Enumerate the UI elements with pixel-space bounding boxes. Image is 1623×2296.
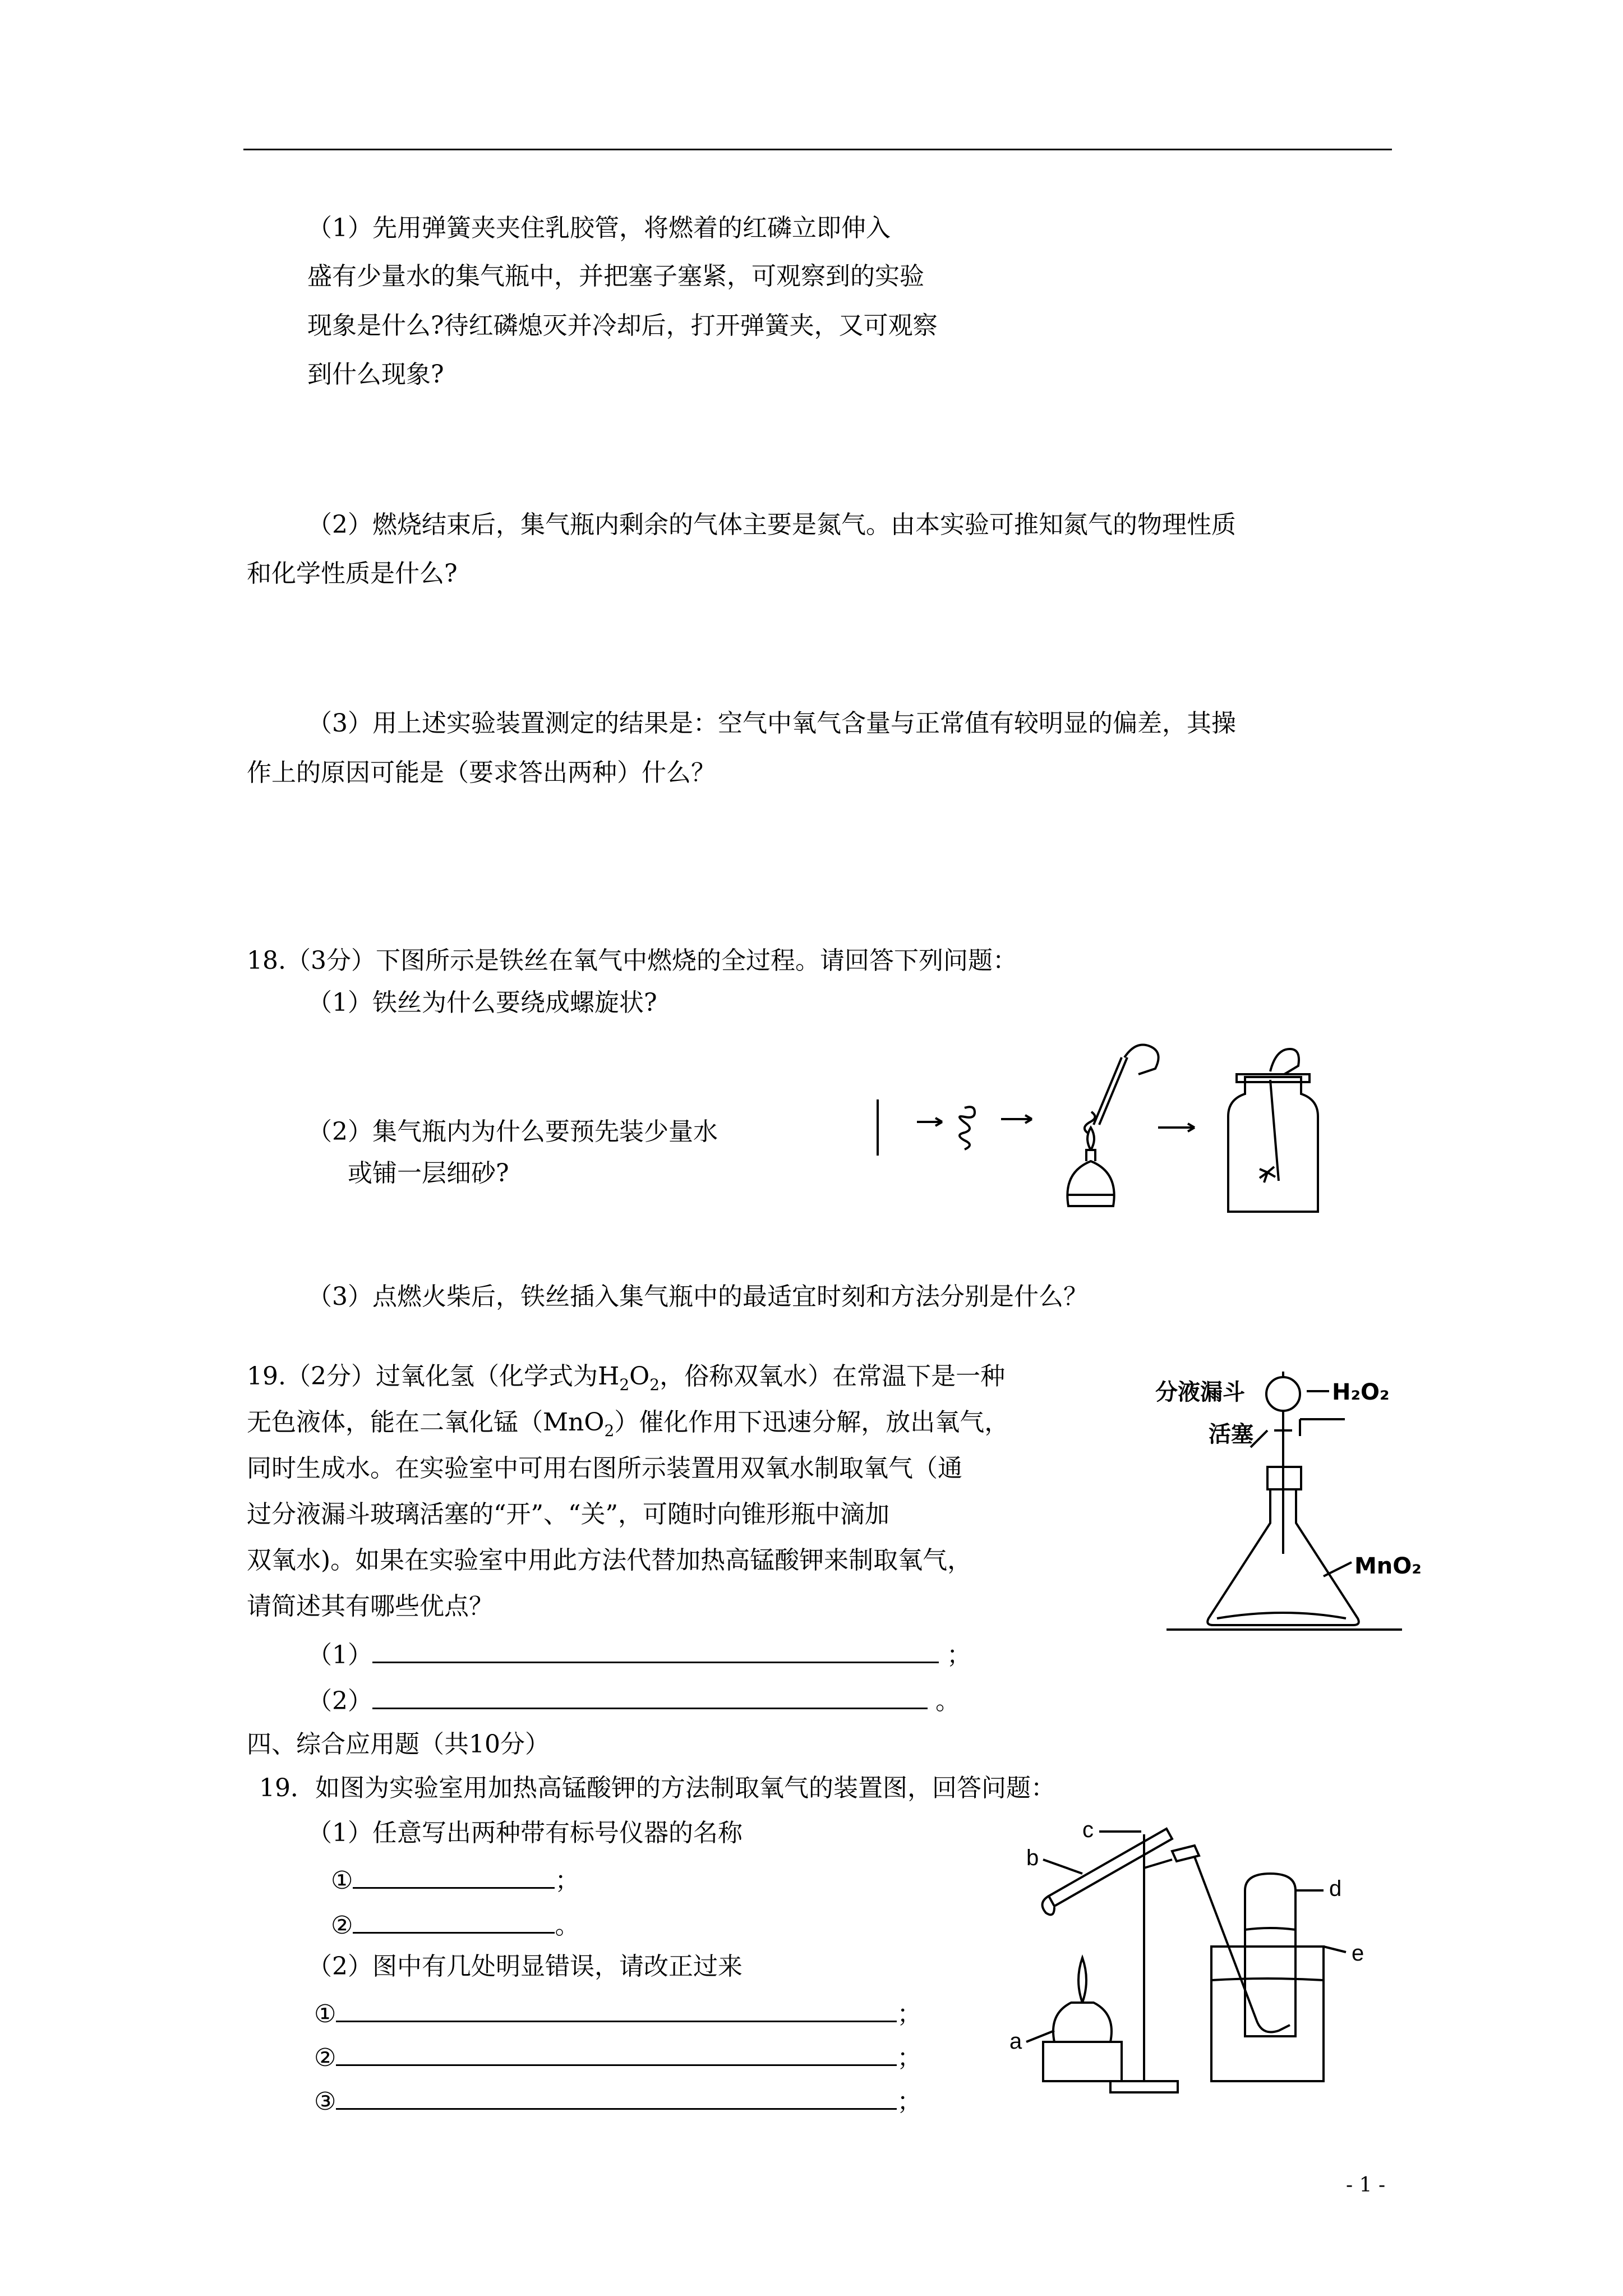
- q19b-error-1: ① ；: [314, 1996, 921, 2030]
- error-blank-2[interactable]: [336, 2040, 897, 2066]
- water-trough: [1211, 1947, 1324, 2081]
- wire-in-bottle: [1270, 1080, 1279, 1181]
- label-c: c: [1082, 1818, 1094, 1842]
- error-blank-3[interactable]: [336, 2083, 897, 2110]
- q18-sub1: （1）铁丝为什么要绕成螺旋状?: [307, 988, 657, 1017]
- mno2-layer: [1217, 1613, 1346, 1618]
- stopcock-label: 活塞: [1209, 1421, 1253, 1447]
- funnel-bulb: [1266, 1377, 1300, 1411]
- q18-sub2-line2: 或铺一层细砂?: [348, 1159, 509, 1188]
- lamp-block: [1043, 2042, 1122, 2081]
- h2o2-label: H₂O₂: [1332, 1379, 1390, 1405]
- error-blank-1[interactable]: [336, 1996, 897, 2022]
- q17-p2-line2: 和化学性质是什么?: [247, 559, 458, 588]
- q19b-error-3: ③ ；: [314, 2083, 921, 2118]
- outlet-tube: [1300, 1419, 1345, 1436]
- tongs: [1094, 1057, 1127, 1125]
- q18-title: 18.（3分）下图所示是铁丝在氧气中燃烧的全过程。请回答下列问题：: [247, 946, 1017, 975]
- h2o2-apparatus-figure: [1155, 1363, 1422, 1644]
- alcohol-lamp: [1053, 2003, 1112, 2042]
- q19b-sub1: （1）任意写出两种带有标号仪器的名称: [307, 1819, 743, 1847]
- q19b-title: 19．如图为实验室用加热高锰酸钾的方法制取氧气的装置图，回答问题：: [259, 1774, 1055, 1802]
- o2-subscript: 2: [649, 1375, 660, 1394]
- q19b-name-2: ② 。: [331, 1907, 579, 1941]
- q19a-line2: 无色液体，能在二氧化锰（MnO$_2$）催化作用下迅速分解，放出氧气，: [247, 1408, 1009, 1440]
- label-e: e: [1352, 1941, 1364, 1966]
- q18-sub3: （3）点燃火柴后，铁丝插入集气瓶中的最适宜时刻和方法分别是什么？: [307, 1282, 1088, 1311]
- spiral-wire: [960, 1107, 975, 1149]
- lamp-flame: [1078, 1958, 1086, 2003]
- answer-blank-2[interactable]: [372, 1683, 928, 1709]
- q19b-sub2: （2）图中有几处明显错误，请改正过来: [307, 1952, 743, 1981]
- funnel-label: 分液漏斗: [1155, 1379, 1245, 1405]
- q19a-line6: 请简述其有哪些优点？: [247, 1592, 494, 1621]
- q18-sub2-line1: （2）集气瓶内为什么要预先装少量水: [307, 1117, 718, 1146]
- q19b-name-1: ① ；: [331, 1862, 579, 1897]
- answer-blank-1[interactable]: [372, 1637, 939, 1663]
- q17-p2-line1: （2）燃烧结束后，集气瓶内剩余的气体主要是氮气。由本实验可推知氮气的物理性质: [307, 510, 1236, 539]
- q17-p1-line4: 到什么现象?: [307, 360, 444, 389]
- hand-1: [1124, 1045, 1159, 1075]
- q17-p1-line3: 现象是什么?待红磷熄灭并冷却后，打开弹簧夹，又可观察: [307, 311, 938, 340]
- iron-burning-figure: [864, 1010, 1396, 1223]
- q19a-line4: 过分液漏斗玻璃活塞的“开”、“关”，可随时向锥形瓶中滴加: [247, 1500, 889, 1529]
- page-number: - 1 -: [1346, 2174, 1386, 2197]
- mno2-subscript: 2: [604, 1421, 615, 1440]
- label-a: a: [1009, 2029, 1022, 2054]
- mno2-label: MnO₂: [1354, 1553, 1422, 1579]
- q19a-answer-2: （2） 。: [307, 1683, 960, 1717]
- q19a-line1: 19.（2分）过氧化氢（化学式为$H_2O_2$，俗称双氧水）在常温下是一种: [247, 1362, 1006, 1394]
- label-d: d: [1329, 1876, 1342, 1901]
- q17-p1-line2: 盛有少量水的集气瓶中，并把塞子塞紧，可观察到的实验: [307, 262, 924, 291]
- alcohol-lamp: [1067, 1161, 1114, 1206]
- q19a-answer-1: （1） ；: [307, 1637, 971, 1671]
- h2-subscript: 2: [619, 1375, 630, 1394]
- q19a-line3: 同时生成水。在实验室中可用右图所示装置用双氧水制取氧气（通: [247, 1454, 962, 1483]
- q19a-line5: 双氧水)。如果在实验室中用此方法代替加热高锰酸钾来制取氧气，: [247, 1546, 972, 1575]
- q19b-error-2: ② ；: [314, 2040, 921, 2074]
- name-blank-2[interactable]: [353, 1907, 555, 1934]
- kmno4-apparatus-figure: [1009, 1818, 1402, 2120]
- clamp: [1144, 1860, 1172, 1868]
- delivery-tube: [1195, 1857, 1290, 2032]
- section-4-title: 四、综合应用题（共10分）: [247, 1730, 550, 1759]
- lamp-flame: [1087, 1128, 1094, 1150]
- hand-2: [1270, 1049, 1299, 1074]
- q17-p3-line1: （3）用上述实验装置测定的结果是：空气中氧气含量与正常值有较明显的偏差，其操: [307, 709, 1236, 738]
- iron-stand-base: [1110, 2081, 1178, 2092]
- label-b: b: [1026, 1846, 1039, 1870]
- q17-p3-line2: 作上的原因可能是（要求答出两种）什么？: [247, 758, 716, 787]
- water-line: [1211, 1978, 1324, 1980]
- header-rule: [243, 149, 1392, 150]
- name-blank-1[interactable]: [353, 1862, 555, 1889]
- q17-p1-line1: （1）先用弹簧夹夹住乳胶管，将燃着的红磷立即伸入: [307, 214, 891, 242]
- gas-bottle: [1228, 1077, 1318, 1212]
